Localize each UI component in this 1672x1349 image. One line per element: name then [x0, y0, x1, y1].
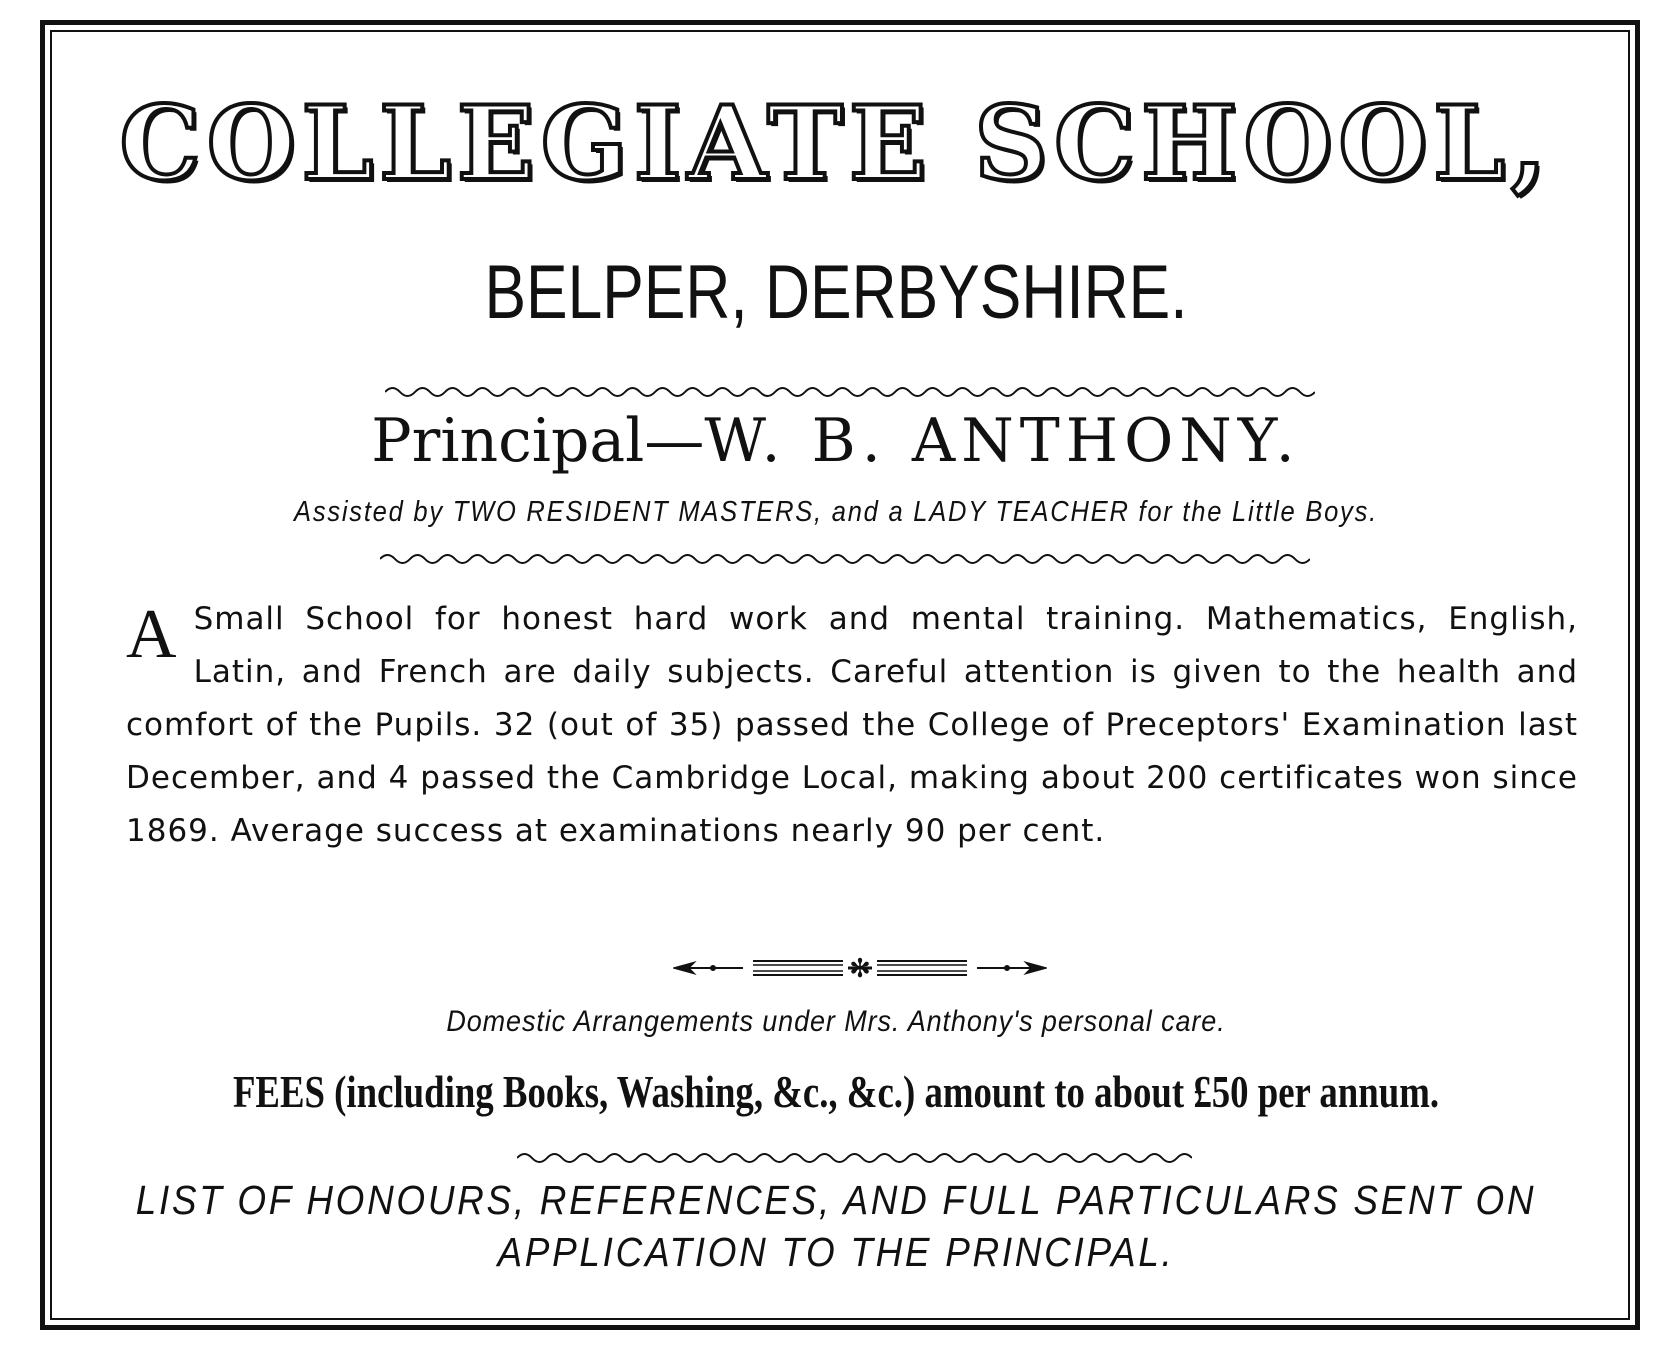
- school-description: [126, 593, 1578, 858]
- school-location: BELPER, DERBYSHIRE.: [484, 250, 1188, 335]
- wavy-rule-top: [385, 383, 1315, 401]
- principal-name: W. B. ANTHONY.: [704, 406, 1301, 476]
- wavy-rule-bottom: [517, 1149, 1192, 1167]
- application-notice-line-1: LIST OF HONOURS, REFERENCES, AND FULL PARTICULARS SENT ON: [135, 1177, 1537, 1223]
- principal-line: [0, 405, 1672, 477]
- wavy-rule-middle: [380, 550, 1310, 568]
- assistants-line: Assisted by TWO RESIDENT MASTERS, and a LADY TEACHER for the Little Boys.: [294, 496, 1378, 528]
- decorative-divider: [673, 953, 1047, 983]
- drop-cap: A: [126, 596, 178, 673]
- description-text: Small School for honest hard work and mental training. Mathematics, English, Latin, and French are daily subjects. Careful attention is given to the health and comfort of the Pupils. 32 (out of 35) passed the College of Preceptors' Examination last December, and 4 passed the Cambridge Local, making about 200 certificates won since 1869. Average success at examinations nearly 90 per cent.: [126, 601, 1578, 849]
- application-notice: [84, 1174, 1589, 1278]
- svg-text:✻: ✻: [849, 954, 871, 983]
- fees-line: FEES (including Books, Washing, &c., &c.) amount to about £50 per annum.: [232, 1066, 1440, 1117]
- domestic-note: Domestic Arrangements under Mrs. Anthony's personal care.: [446, 1005, 1226, 1038]
- school-title: COLLEGIATE SCHOOL,: [119, 84, 1553, 204]
- principal-label: Principal—: [371, 406, 705, 476]
- application-notice-line-2: APPLICATION TO THE PRINCIPAL.: [497, 1229, 1175, 1275]
